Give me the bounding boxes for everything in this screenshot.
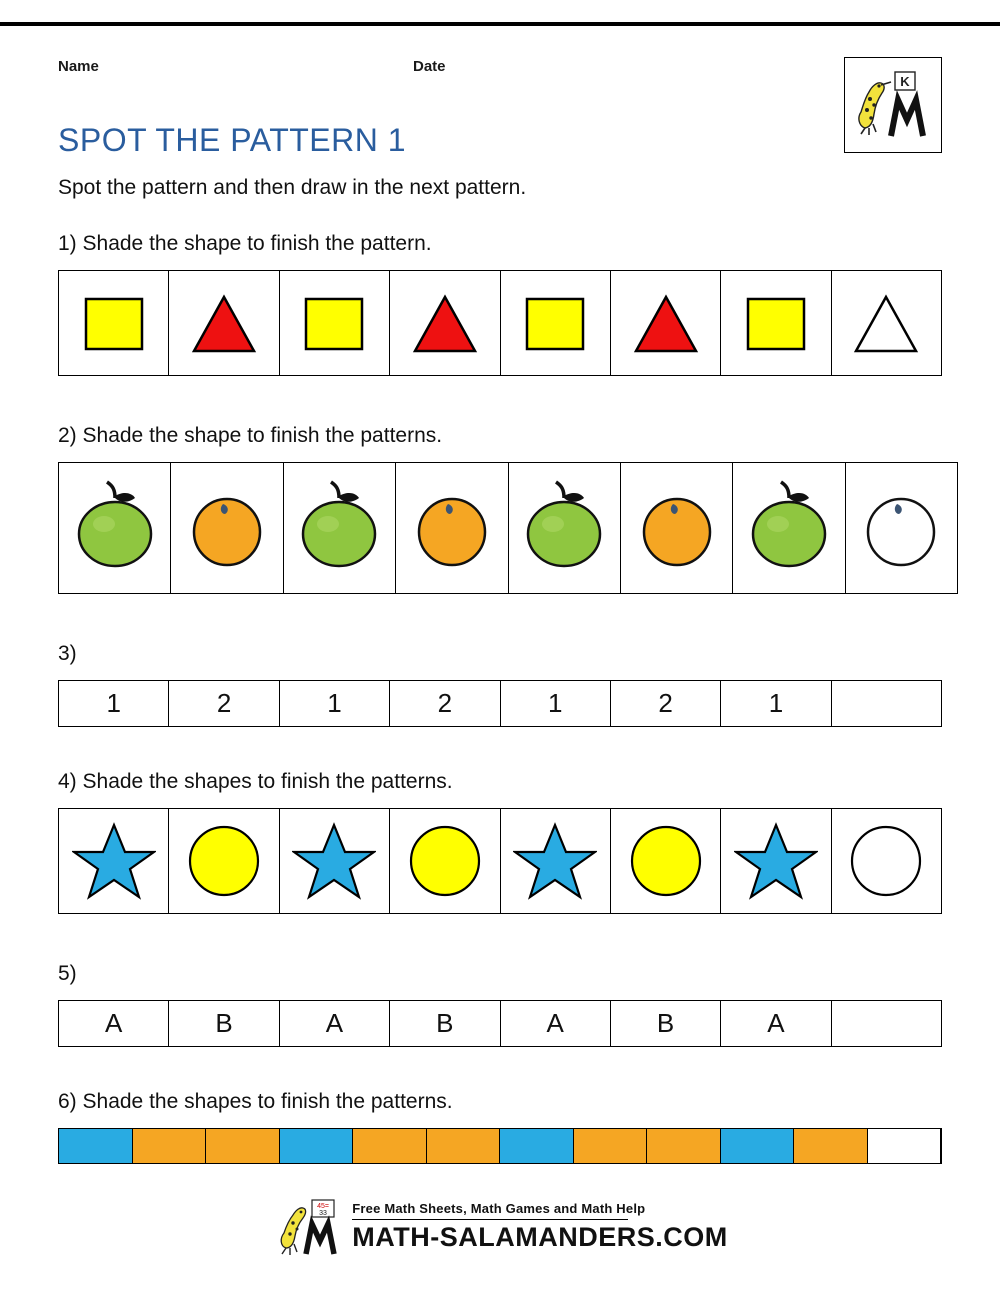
pattern-cell[interactable]: 2 [169, 681, 279, 726]
question-2-label: 2) Shade the shape to finish the patterns. [58, 424, 443, 447]
footer-text [352, 1201, 727, 1253]
question-1-label: 1) Shade the shape to finish the pattern. [58, 232, 432, 255]
pattern-cell[interactable] [794, 1129, 868, 1163]
footer-salamander-icon [272, 1196, 346, 1258]
pattern-cell[interactable]: A [280, 1001, 390, 1046]
pattern-cell[interactable]: B [390, 1001, 500, 1046]
triangle-icon [186, 285, 262, 361]
square-icon [296, 285, 372, 361]
pattern-cell[interactable] [59, 271, 169, 375]
pattern-cell[interactable] [509, 463, 621, 593]
pattern-cell[interactable] [280, 1129, 354, 1163]
pattern-cell[interactable] [396, 463, 508, 593]
pattern-cell[interactable] [59, 809, 169, 913]
pattern-cell-answer[interactable] [832, 809, 941, 913]
footer-divider [352, 1219, 628, 1220]
pattern-cell[interactable] [169, 271, 279, 375]
pattern-cell[interactable] [733, 463, 845, 593]
pattern-cell[interactable] [133, 1129, 207, 1163]
pattern-cell[interactable]: 1 [501, 681, 611, 726]
pattern-cell[interactable]: A [59, 1001, 169, 1046]
pattern-cell[interactable] [390, 809, 500, 913]
worksheet-header [58, 58, 618, 82]
question-3-label: 3) [58, 642, 77, 665]
pattern-cell[interactable] [171, 463, 283, 593]
star-icon [292, 819, 376, 903]
pattern-cell[interactable] [574, 1129, 648, 1163]
pattern-cell[interactable] [621, 463, 733, 593]
triangle-icon [407, 285, 483, 361]
footer-brand: MATH-SALAMANDERS.COM [352, 1222, 728, 1252]
pattern-cell[interactable] [169, 809, 279, 913]
pattern-cell[interactable] [427, 1129, 501, 1163]
orange-icon [179, 480, 275, 576]
pattern-cell[interactable] [721, 1129, 795, 1163]
name-label: Name [58, 58, 99, 75]
question-6-label: 6) Shade the shapes to finish the patterns. [58, 1090, 453, 1113]
question-5-label: 5) [58, 962, 77, 985]
pattern-cell[interactable]: 1 [721, 681, 831, 726]
svg-text:45=: 45= [317, 1203, 330, 1210]
orange-icon [629, 480, 725, 576]
question-4-pattern-strip [58, 808, 942, 914]
pattern-cell-answer[interactable] [832, 271, 941, 375]
apple-icon [512, 476, 616, 580]
math-salamanders-logo [844, 57, 942, 153]
circle-icon [624, 819, 708, 903]
square-icon [738, 285, 814, 361]
orange-icon [853, 480, 949, 576]
circle-icon [182, 819, 266, 903]
pattern-cell-answer[interactable] [832, 1001, 941, 1046]
pattern-cell[interactable] [59, 1129, 133, 1163]
page-title: SPOT THE PATTERN 1 [58, 122, 407, 158]
square-icon [517, 285, 593, 361]
circle-icon [844, 819, 928, 903]
question-4-label: 4) Shade the shapes to finish the patterns. [58, 770, 453, 793]
pattern-cell[interactable]: A [501, 1001, 611, 1046]
date-label: Date [413, 58, 446, 75]
pattern-cell[interactable]: B [611, 1001, 721, 1046]
question-6-pattern-strip [58, 1128, 942, 1164]
pattern-cell[interactable] [206, 1129, 280, 1163]
triangle-icon [628, 285, 704, 361]
pattern-cell[interactable] [647, 1129, 721, 1163]
pattern-cell[interactable] [353, 1129, 427, 1163]
pattern-cell[interactable] [390, 271, 500, 375]
pattern-cell[interactable] [280, 271, 390, 375]
footer-tagline: Free Math Sheets, Math Games and Math Help [352, 1201, 646, 1216]
pattern-cell[interactable] [284, 463, 396, 593]
triangle-icon [848, 285, 924, 361]
pattern-cell[interactable]: B [169, 1001, 279, 1046]
svg-text:33: 33 [319, 1210, 328, 1217]
circle-icon [403, 819, 487, 903]
apple-icon [63, 476, 167, 580]
pattern-cell[interactable] [721, 809, 831, 913]
pattern-cell[interactable]: A [721, 1001, 831, 1046]
pattern-cell[interactable]: 1 [59, 681, 169, 726]
pattern-cell[interactable] [611, 271, 721, 375]
star-icon [513, 819, 597, 903]
pattern-cell[interactable]: 2 [611, 681, 721, 726]
square-icon [76, 285, 152, 361]
page-subtitle: Spot the pattern and then draw in the next pattern. [58, 176, 527, 199]
page-footer [0, 1196, 1000, 1263]
pattern-cell-answer[interactable] [846, 463, 957, 593]
pattern-cell[interactable] [611, 809, 721, 913]
svg-text:K: K [900, 74, 910, 89]
pattern-cell[interactable] [721, 271, 831, 375]
question-1-pattern-strip [58, 270, 942, 376]
pattern-cell[interactable] [59, 463, 171, 593]
question-3-pattern-strip [58, 680, 942, 727]
pattern-cell[interactable] [501, 809, 611, 913]
apple-icon [287, 476, 391, 580]
apple-icon [737, 476, 841, 580]
question-2-pattern-strip [58, 462, 958, 594]
pattern-cell[interactable] [280, 809, 390, 913]
logo-salamander-icon [845, 58, 939, 150]
pattern-cell[interactable]: 1 [280, 681, 390, 726]
pattern-cell-answer[interactable] [868, 1129, 942, 1163]
pattern-cell[interactable] [500, 1129, 574, 1163]
question-5-pattern-strip [58, 1000, 942, 1047]
footer-content [272, 1196, 727, 1258]
pattern-cell[interactable] [501, 271, 611, 375]
star-icon [72, 819, 156, 903]
pattern-cell[interactable]: 2 [390, 681, 500, 726]
pattern-cell-answer[interactable] [832, 681, 941, 726]
star-icon [734, 819, 818, 903]
orange-icon [404, 480, 500, 576]
top-divider [0, 22, 1000, 26]
